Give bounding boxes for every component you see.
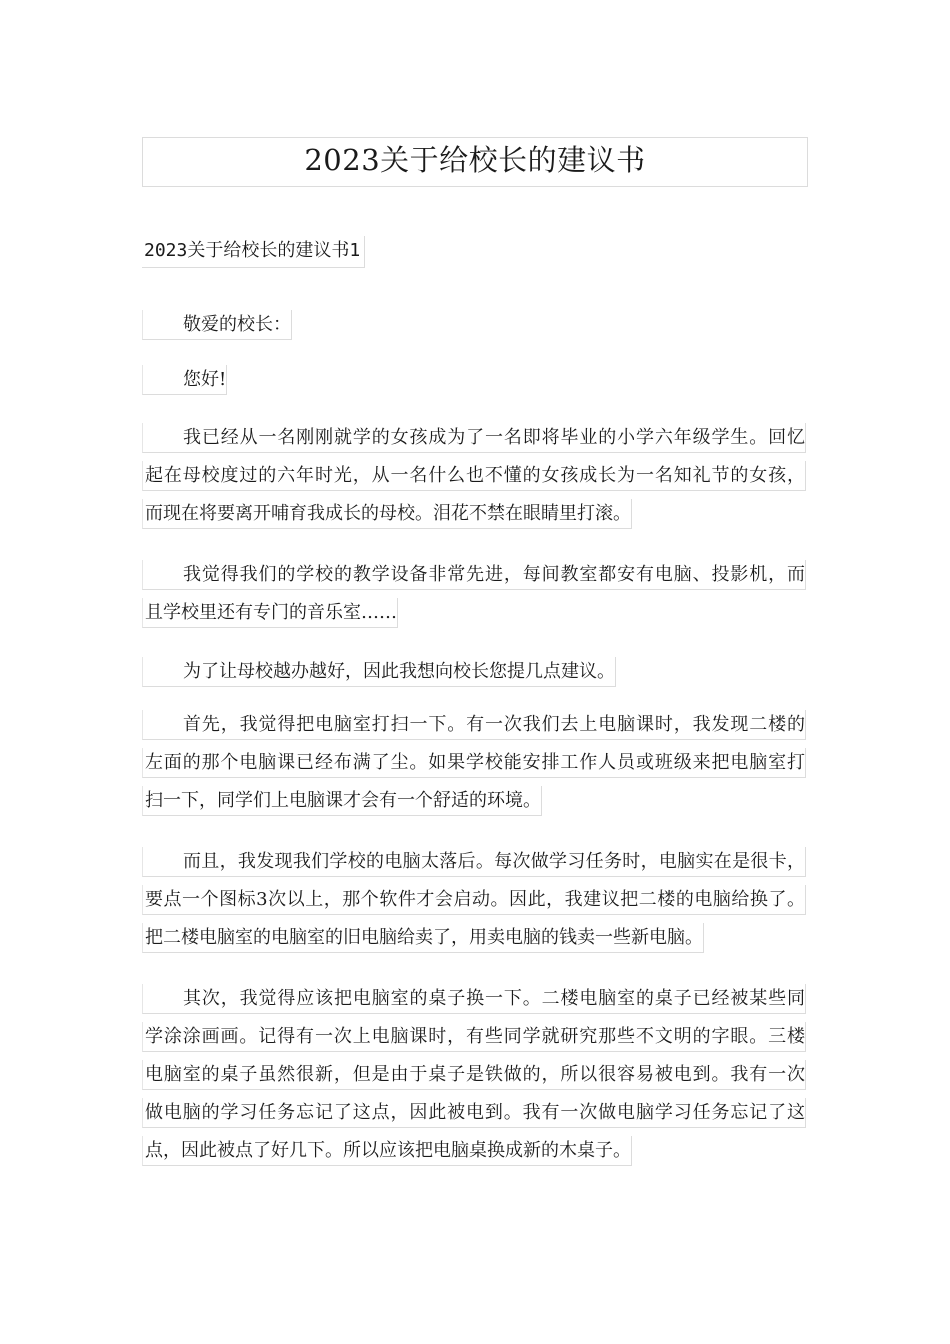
paragraph-4-line-1: 首先，我觉得把电脑室打扫一下。有一次我们去上电脑课时，我发现二楼的 bbox=[142, 710, 806, 740]
paragraph-5-line-2: 要点一个图标3次以上，那个软件才会启动。因此，我建议把二楼的电脑给换了。 bbox=[142, 885, 806, 915]
paragraph-5-line-3: 把二楼电脑室的电脑室的旧电脑给卖了，用卖电脑的钱卖一些新电脑。 bbox=[142, 923, 704, 953]
paragraph-1-line-1: 我已经从一名刚刚就学的女孩成为了一名即将毕业的小学六年级学生。回忆 bbox=[142, 423, 806, 453]
paragraph-6-line-3: 电脑室的桌子虽然很新，但是由于桌子是铁做的，所以很容易被电到。我有一次 bbox=[142, 1060, 806, 1090]
paragraph-1-line-2: 起在母校度过的六年时光，从一名什么也不懂的女孩成长为一名知礼节的女孩， bbox=[142, 461, 806, 491]
paragraph-3-line-1: 为了让母校越办越好，因此我想向校长您提几点建议。 bbox=[142, 657, 616, 687]
paragraph-2-line-2: 且学校里还有专门的音乐室…… bbox=[142, 598, 398, 628]
paragraph-2-line-1: 我觉得我们的学校的教学设备非常先进，每间教室都安有电脑、投影机，而 bbox=[142, 560, 806, 590]
paragraph-4-line-2: 左面的那个电脑课已经布满了尘。如果学校能安排工作人员或班级来把电脑室打 bbox=[142, 748, 806, 778]
paragraph-4-line-3: 扫一下，同学们上电脑课才会有一个舒适的环境。 bbox=[142, 786, 542, 816]
paragraph-6-line-4: 做电脑的学习任务忘记了这点，因此被电到。我有一次做电脑学习任务忘记了这 bbox=[142, 1098, 806, 1128]
salutation: 敬爱的校长： bbox=[142, 310, 292, 340]
paragraph-1-line-3: 而现在将要离开哺育我成长的母校。泪花不禁在眼睛里打滚。 bbox=[142, 499, 632, 529]
paragraph-5-line-1: 而且，我发现我们学校的电脑太落后。每次做学习任务时，电脑实在是很卡， bbox=[142, 847, 806, 877]
paragraph-6-line-1: 其次，我觉得应该把电脑室的桌子换一下。二楼电脑室的桌子已经被某些同 bbox=[142, 984, 806, 1014]
document-title: 2023关于给校长的建议书 bbox=[142, 137, 808, 187]
paragraph-6-line-2: 学涂涂画画。记得有一次上电脑课时，有些同学就研究那些不文明的字眼。三楼 bbox=[142, 1022, 806, 1052]
greeting: 您好! bbox=[142, 365, 227, 395]
paragraph-6-line-5: 点，因此被点了好几下。所以应该把电脑桌换成新的木桌子。 bbox=[142, 1136, 632, 1166]
section-heading: 2023关于给校长的建议书1 bbox=[142, 236, 365, 268]
